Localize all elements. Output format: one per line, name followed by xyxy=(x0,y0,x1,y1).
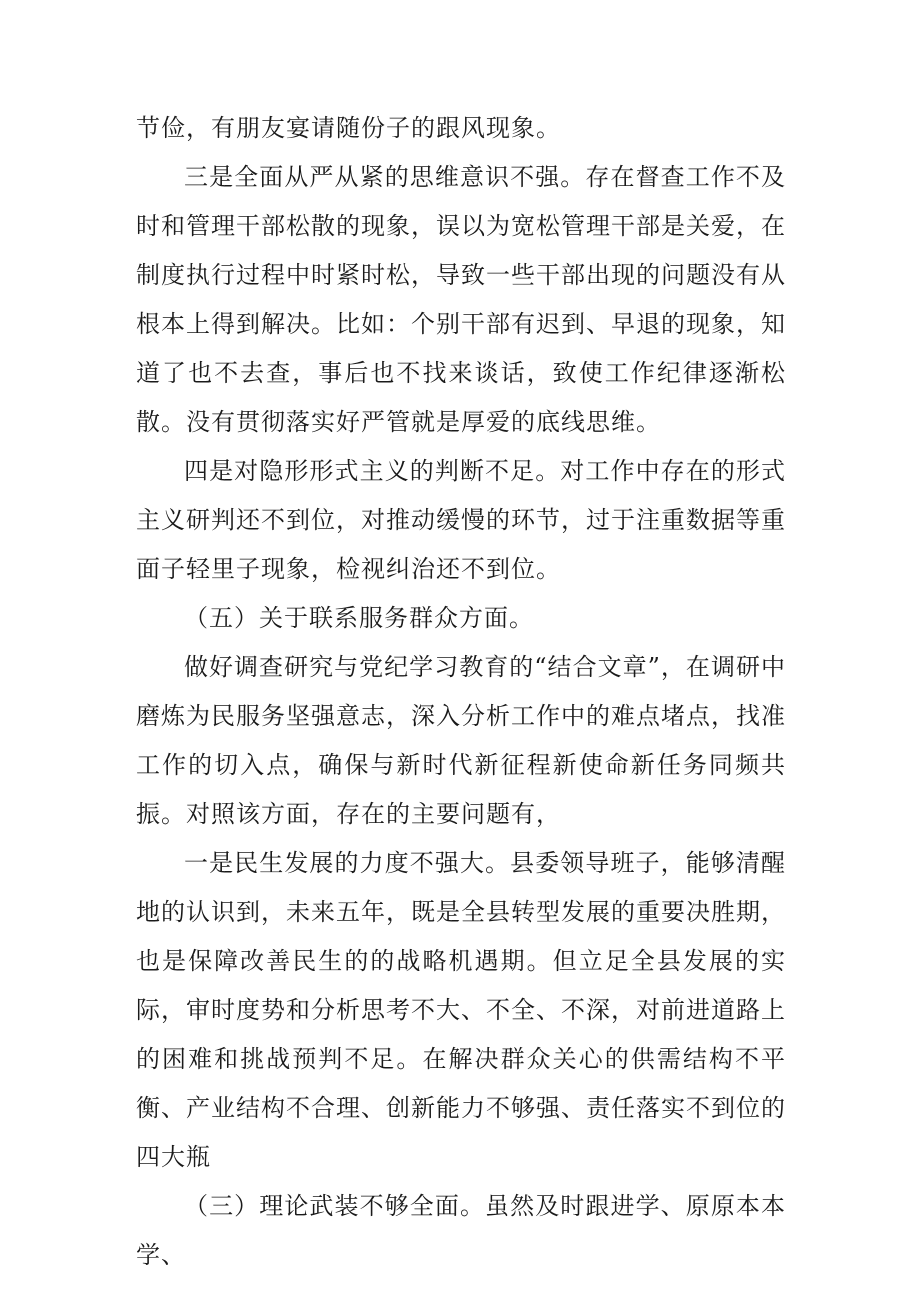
section-heading-three: （三）理论武装不够全面。虽然及时跟进学、原原本本学、 xyxy=(136,1192,786,1269)
document-body xyxy=(136,104,786,1280)
paragraph-point-four: 四是对隐形形式主义的判断不足。对工作中存在的形式主义研判还不到位，对推动缓慢的环节，过于注重数据等重面子轻里子现象，检视纠治还不到位。 xyxy=(136,457,786,583)
paragraph-section-intro: 做好调查研究与党纪学习教育的“结合文章”，在调研中磨炼为民服务坚强意志，深入分析工作中的难点堵点，找准工作的切入点，确保与新时代新征程新使命新任务同频共振。对照该方面，存在的主要问题有， xyxy=(136,653,786,828)
paragraph-continuation: 节俭，有朋友宴请随份子的跟风现象。 xyxy=(136,114,561,142)
paragraph-point-one: 一是民生发展的力度不强大。县委领导班子，能够清醒地的认识到，未来五年，既是全县转型发展的重要决胜期，也是保障改善民生的的战略机遇期。但立足全县发展的实际，审时度势和分析思考不大、不全、不深，对前进道路上的困难和挑战预判不足。在解决群众关心的供需结构不平衡、产业结构不合理、创新能力不够强、责任落实不到位的四大瓶 xyxy=(136,849,786,1171)
section-heading-five: （五）关于联系服务群众方面。 xyxy=(184,604,534,632)
paragraph-point-three: 三是全面从严从紧的思维意识不强。存在督查工作不及时和管理干部松散的现象，误以为宽松管理干部是关爱，在制度执行过程中时紧时松，导致一些干部出现的问题没有从根本上得到解决。比如：个别干部有迟到、早退的现象，知道了也不去查，事后也不找来谈话，致使工作纪律逐渐松散。没有贯彻落实好严管就是厚爱的底线思维。 xyxy=(136,163,786,436)
